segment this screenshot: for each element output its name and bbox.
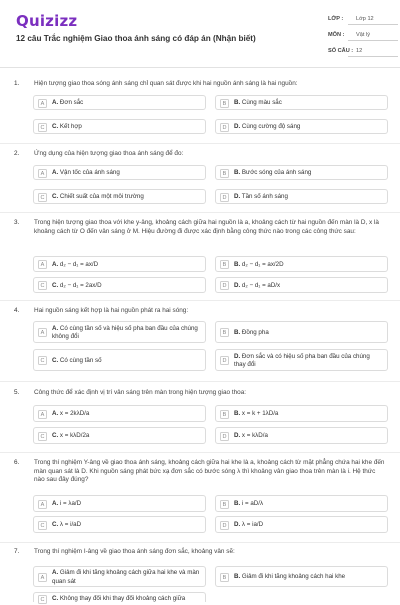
option-text: d₂ − d₁ = ax/2D (241, 260, 284, 268)
option-d[interactable] (215, 516, 388, 533)
option-text: x = kλD/a (241, 432, 268, 439)
option-c[interactable] (33, 119, 206, 134)
option-letter: B (220, 410, 229, 419)
option-prefix: A. (52, 260, 59, 268)
question-number: 7. (14, 548, 20, 555)
option-b[interactable] (215, 566, 388, 587)
option-letter: D (220, 432, 229, 441)
question-divider (0, 300, 400, 301)
option-d[interactable] (215, 427, 388, 444)
option-letter: A (38, 99, 47, 108)
option-prefix: A. (52, 500, 59, 507)
question-text: Hai nguồn sáng kết hợp là hai nguồn phát ra hai sóng: (34, 307, 189, 314)
option-prefix: C. (52, 594, 59, 602)
option-text: d₂ − d₁ = aD/x (241, 281, 281, 289)
option-d[interactable] (215, 189, 388, 204)
option-letter: B (220, 573, 229, 582)
option-prefix: B. (234, 260, 241, 268)
option-b[interactable] (215, 321, 388, 343)
option-letter: B (220, 99, 229, 108)
quizizz-logo[interactable]: Quizizz (16, 12, 78, 30)
option-prefix: D. (234, 352, 241, 360)
option-prefix: C. (52, 123, 59, 130)
option-prefix: B. (234, 169, 241, 176)
question-divider (0, 212, 400, 213)
option-letter: C (38, 123, 47, 132)
question-number: 2. (14, 150, 20, 157)
subject-value-box (348, 30, 398, 41)
option-letter: C (38, 432, 47, 441)
option-text: Bước sóng của ánh sáng (241, 169, 312, 176)
option-text: x = k + 1λD/a (241, 410, 279, 417)
question-text: Công thức để xác định vị trí vân sáng trên màn trong hiện tượng giao thoa: (34, 389, 247, 396)
option-letter: A (38, 328, 47, 337)
option-text: λ = ia/D (241, 521, 264, 528)
option-text: d₂ − d₁ = ax/D (59, 260, 99, 268)
option-letter: D (220, 281, 229, 290)
option-letter: A (38, 260, 47, 269)
question-divider (0, 143, 400, 144)
option-text: Chiết suất của một môi trường (59, 193, 144, 200)
question-text: Ứng dụng của hiện tượng giao thoa ánh sáng để đo: (34, 150, 184, 157)
option-text: Có cùng tần số và hiệu số pha ban đầu của chúng không đổi (52, 324, 198, 341)
option-letter: B (220, 260, 229, 269)
question-number: 4. (14, 307, 20, 314)
option-text: x = 2kλD/a (59, 410, 90, 417)
option-text: Tần số ánh sáng (241, 193, 288, 200)
option-b[interactable] (215, 256, 388, 272)
option-c[interactable] (33, 189, 206, 204)
option-letter: C (38, 281, 47, 290)
option-text: Vận tốc của ánh sáng (59, 169, 120, 176)
option-letter: C (38, 193, 47, 202)
option-text: i = aD/λ (241, 500, 264, 507)
option-b[interactable] (215, 405, 388, 422)
option-d[interactable] (215, 349, 388, 371)
question-text: Trong thí nghiệm I-âng về giao thoa ánh sáng đơn sắc, khoảng vân sẽ: (34, 548, 235, 555)
option-prefix: D. (234, 193, 241, 200)
option-prefix: D. (234, 123, 241, 130)
option-a[interactable] (33, 321, 206, 343)
option-prefix: D. (234, 281, 241, 289)
option-b[interactable] (215, 95, 388, 110)
option-prefix: B. (234, 500, 241, 507)
option-letter: A (38, 410, 47, 419)
option-text: λ = i/aD (59, 521, 82, 528)
option-c[interactable] (33, 349, 206, 371)
count-field (328, 46, 400, 60)
option-a[interactable] (33, 405, 206, 422)
option-a[interactable] (33, 566, 206, 587)
option-text: Không thay đổi khi thay đổi khoảng cách giữa (59, 594, 186, 602)
question-number: 5. (14, 389, 20, 396)
count-label: SỐ CÂU : (328, 48, 354, 54)
count-value-box (348, 46, 398, 57)
option-text: x = kλD/2a (59, 432, 90, 439)
option-letter: C (38, 356, 47, 365)
page-title: 12 câu Trắc nghiệm Giao thoa ánh sáng có đáp án (Nhận biết) (16, 34, 256, 43)
option-prefix: C. (52, 281, 59, 289)
option-c[interactable] (33, 516, 206, 533)
option-letter: B (220, 328, 229, 337)
option-letter: B (220, 500, 229, 509)
option-letter: D (220, 356, 229, 365)
option-a[interactable] (33, 165, 206, 180)
option-prefix: A. (52, 169, 59, 176)
question-divider (0, 381, 400, 382)
option-text: Cùng màu sắc (241, 99, 282, 106)
question-divider (0, 542, 400, 543)
option-prefix: B. (234, 410, 241, 417)
option-prefix: C. (52, 356, 59, 364)
option-text: Đơn sắc và có hiệu số pha ban đầu của chúng thay đổi (234, 352, 370, 369)
count-value: 12 (356, 48, 363, 54)
subject-label: MÔN : (328, 32, 345, 38)
option-text: d₂ − d₁ = 2ax/D (59, 281, 102, 289)
option-text: i = λa/D (59, 500, 82, 507)
option-letter: A (38, 500, 47, 509)
class-field (328, 14, 400, 28)
option-prefix: C. (52, 193, 59, 200)
option-prefix: D. (234, 521, 241, 528)
option-prefix: C. (52, 521, 59, 528)
option-d[interactable] (215, 119, 388, 134)
option-text: Giảm đi khi tăng khoảng cách hai khe (241, 573, 346, 580)
option-d[interactable] (215, 277, 388, 293)
option-prefix: B. (234, 99, 241, 106)
option-prefix: B. (234, 328, 241, 336)
option-text: Giảm đi khi tăng khoảng cách giữa hai khe và màn quan sát (52, 569, 200, 585)
class-value-box (348, 14, 398, 25)
option-text: Đồng pha (241, 328, 269, 336)
header-divider (0, 67, 400, 68)
option-letter: C (38, 521, 47, 530)
class-label: LỚP : (328, 16, 344, 22)
option-a[interactable] (33, 95, 206, 110)
option-prefix: C. (52, 432, 59, 439)
option-letter: C (38, 595, 47, 604)
option-text: Cùng cường độ sáng (241, 123, 301, 130)
option-letter: D (220, 193, 229, 202)
question-text: Hiện tượng giao thoa sóng ánh sáng chỉ quan sát được khi hai nguồn ánh sáng là hai nguồn: (34, 80, 298, 87)
header (0, 0, 400, 66)
option-c[interactable] (33, 427, 206, 444)
subject-field (328, 30, 400, 44)
option-letter: D (220, 123, 229, 132)
option-letter: A (38, 169, 47, 178)
question-text: Trong hiện tượng giao thoa với khe y-âng, khoảng cách giữa hai nguồn là a, khoảng cách từ hai nguồn đến màn là D, x là khoảng cách từ O đến vân sáng ở M. Hiệu đường đi được xác định bằng công thức nào trong các công thức sau: (34, 219, 379, 235)
option-prefix: A. (52, 99, 59, 106)
option-c[interactable] (33, 277, 206, 293)
option-prefix: B. (234, 573, 241, 580)
option-b[interactable] (215, 495, 388, 512)
option-prefix: A. (52, 410, 59, 417)
option-b[interactable] (215, 165, 388, 180)
option-prefix: A. (52, 324, 59, 332)
question-number: 3. (14, 219, 20, 226)
question-text: Trong thí nghiệm Y-âng về giao thoa ánh sáng, khoảng cách giữa hai khe là a, khoảng cách từ mặt phẳng chứa hai khe đến màn quan sát là D. Khi nguồn sáng phát bức xạ đơn sắc có bước sóng λ thì khoảng vân giao thoa trên màn là i. Hệ thức nào sau đây đúng? (34, 459, 385, 484)
option-c[interactable] (33, 592, 206, 602)
option-prefix: D. (234, 432, 241, 439)
option-letter: A (38, 573, 47, 582)
option-prefix: A. (52, 569, 59, 576)
option-a[interactable] (33, 256, 206, 272)
option-text: Kết hợp (59, 123, 82, 130)
option-text: Đơn sắc (59, 99, 84, 106)
option-letter: D (220, 521, 229, 530)
option-a[interactable] (33, 495, 206, 512)
class-value: Lớp 12 (356, 16, 374, 22)
question-divider (0, 452, 400, 453)
option-letter: B (220, 169, 229, 178)
question-number: 6. (14, 459, 20, 466)
option-text: Có cùng tần số (59, 356, 102, 364)
question-number: 1. (14, 80, 20, 87)
subject-value: Vật lý (356, 32, 370, 38)
